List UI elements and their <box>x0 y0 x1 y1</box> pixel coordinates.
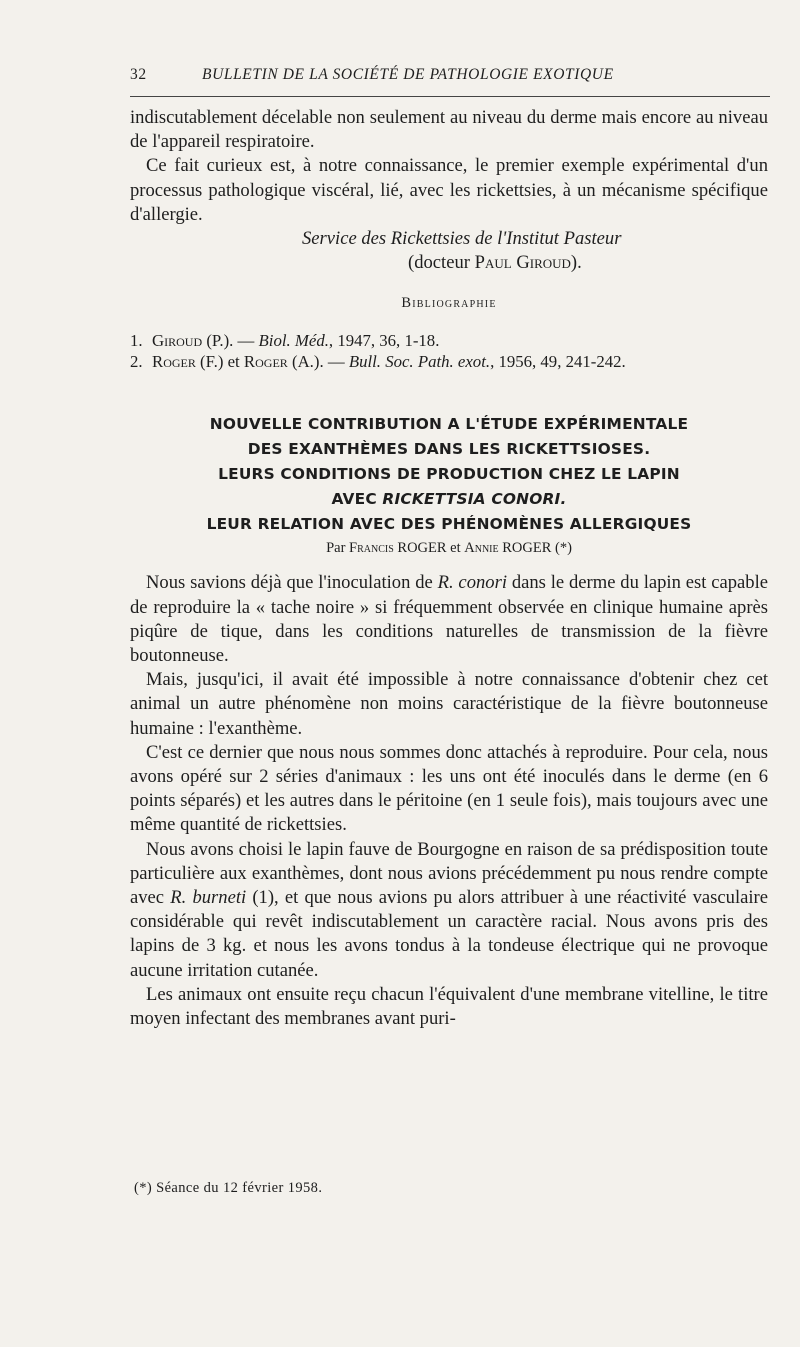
reference-2 <box>130 351 768 372</box>
article-title-line-prefix: AVEC <box>331 489 383 508</box>
article-paragraph-5: Les animaux ont ensuite reçu chacun l'équivalent d'une membrane vitelline, le titre moyen infectant des membranes avant puri- <box>130 983 768 1030</box>
article-title-line <box>126 487 772 512</box>
author-1-firstname: Francis <box>349 540 394 557</box>
reference-journal: Bull. Soc. Path. exot. <box>348 352 491 372</box>
reference-number: 1. <box>130 331 143 351</box>
article-title-line: DES EXANTHÈMES DANS LES RICKETTSIOSES. <box>247 440 651 459</box>
paragraph-text: Nous avons choisi le lapin fauve de Bourgogne en raison de sa prédisposition toute particulière aux exanthèmes, dont nous avions précédemment pu nous rendre compte avec <box>130 838 768 909</box>
article-paragraph-4 <box>130 838 768 983</box>
reference-initials: (P.). — <box>202 331 259 351</box>
species-name: R. burneti <box>170 887 247 909</box>
page-content <box>130 106 768 1031</box>
author-2-firstname: Annie <box>464 540 499 557</box>
article-title <box>126 412 772 536</box>
byline <box>130 540 768 557</box>
article-paragraph-1 <box>130 571 768 668</box>
byline-prefix: Par <box>326 540 350 557</box>
species-name: R. conori <box>437 572 507 594</box>
reference-connector: (F.) et <box>195 352 244 372</box>
reference-details: , 1956, 49, 241-242. <box>490 352 626 372</box>
article-paragraph-2: Mais, jusqu'ici, il avait été impossible à notre connaissance d'obtenir chez cet animal un autre phénomène non moins caractéristique de la fièvre boutonneuse humaine : l'exanthème. <box>130 669 768 739</box>
running-header <box>130 66 770 88</box>
article-title-line: LEURS CONDITIONS DE PRODUCTION CHEZ LE LAPIN <box>218 465 680 484</box>
article-title-line: LEUR RELATION AVEC DES PHÉNOMÈNES ALLERGIQUES <box>206 514 692 533</box>
page-number: 32 <box>130 66 147 83</box>
reference-author: Roger <box>152 352 196 372</box>
reference-number: 2. <box>130 352 143 372</box>
reference-1 <box>130 330 768 351</box>
paragraph-text: (1), et que nous avions pu alors attribuer à une réactivité vasculaire considérable qui revêt indiscutablement un caractère racial. Nous avons pris des lapins de 3 kg. et nous les avons tondus à la tondeuse électrique qui ne provoque aucune irritation cutanée. <box>130 887 768 981</box>
footnote: (*) Séance du 12 février 1958. <box>134 1180 323 1196</box>
reference-journal: Biol. Méd. <box>258 331 329 351</box>
previous-article-paragraph-1: indiscutablement décelable non seulement au niveau du derme mais encore au niveau de l'appareil respiratoire. <box>130 107 768 153</box>
previous-article-paragraph-2: Ce fait curieux est, à notre connaissance, le premier exemple expérimental d'un processus pathologique viscéral, lié, avec les rickettsies, à un mécanisme spécifique d'allergie. <box>130 155 768 225</box>
bibliography-title: Bibliographie <box>401 295 497 312</box>
author-2-lastname: ROGER (*) <box>498 540 572 557</box>
paragraph-text: dans le derme du lapin est capable de reproduire la « tache noire » si fréquemment observée en clinique humaine après piqûre de tique, dans les conditions naturelles de transmission de la fièvre boutonneuse. <box>130 572 768 667</box>
reference-author: Roger <box>243 352 288 372</box>
article-title-species: RICKETTSIA CONORI. <box>382 489 567 508</box>
reference-details: , 1947, 36, 1-18. <box>328 331 440 351</box>
signature-author <box>130 251 768 275</box>
author-1-lastname: ROGER et <box>393 540 465 557</box>
reference-initials: (A.). — <box>287 352 349 372</box>
signature-close: ). <box>570 252 582 274</box>
signature-institution: Service des Rickettsies de l'Institut Pasteur <box>302 228 622 250</box>
signature-open: (docteur <box>408 252 475 274</box>
article-title-line: NOUVELLE CONTRIBUTION A L'ÉTUDE EXPÉRIMENTALE <box>209 415 689 434</box>
article-paragraph-3: C'est ce dernier que nous nous sommes donc attachés à reproduire. Pour cela, nous avons opéré sur 2 séries d'animaux : les uns ont été inoculés dans le derme (en 6 points séparés) et les autres dans le péritoine (en 1 seule fois), mais toujours avec une même quantité de rickettsies. <box>130 741 768 836</box>
header-rule <box>130 96 770 97</box>
paragraph-text: Nous savions déjà que l'inoculation de <box>146 572 438 594</box>
journal-title: BULLETIN DE LA SOCIÉTÉ DE PATHOLOGIE EXOTIQUE <box>202 66 614 83</box>
reference-author: Giroud <box>152 331 203 351</box>
signature-name: Paul Giroud <box>474 252 571 274</box>
